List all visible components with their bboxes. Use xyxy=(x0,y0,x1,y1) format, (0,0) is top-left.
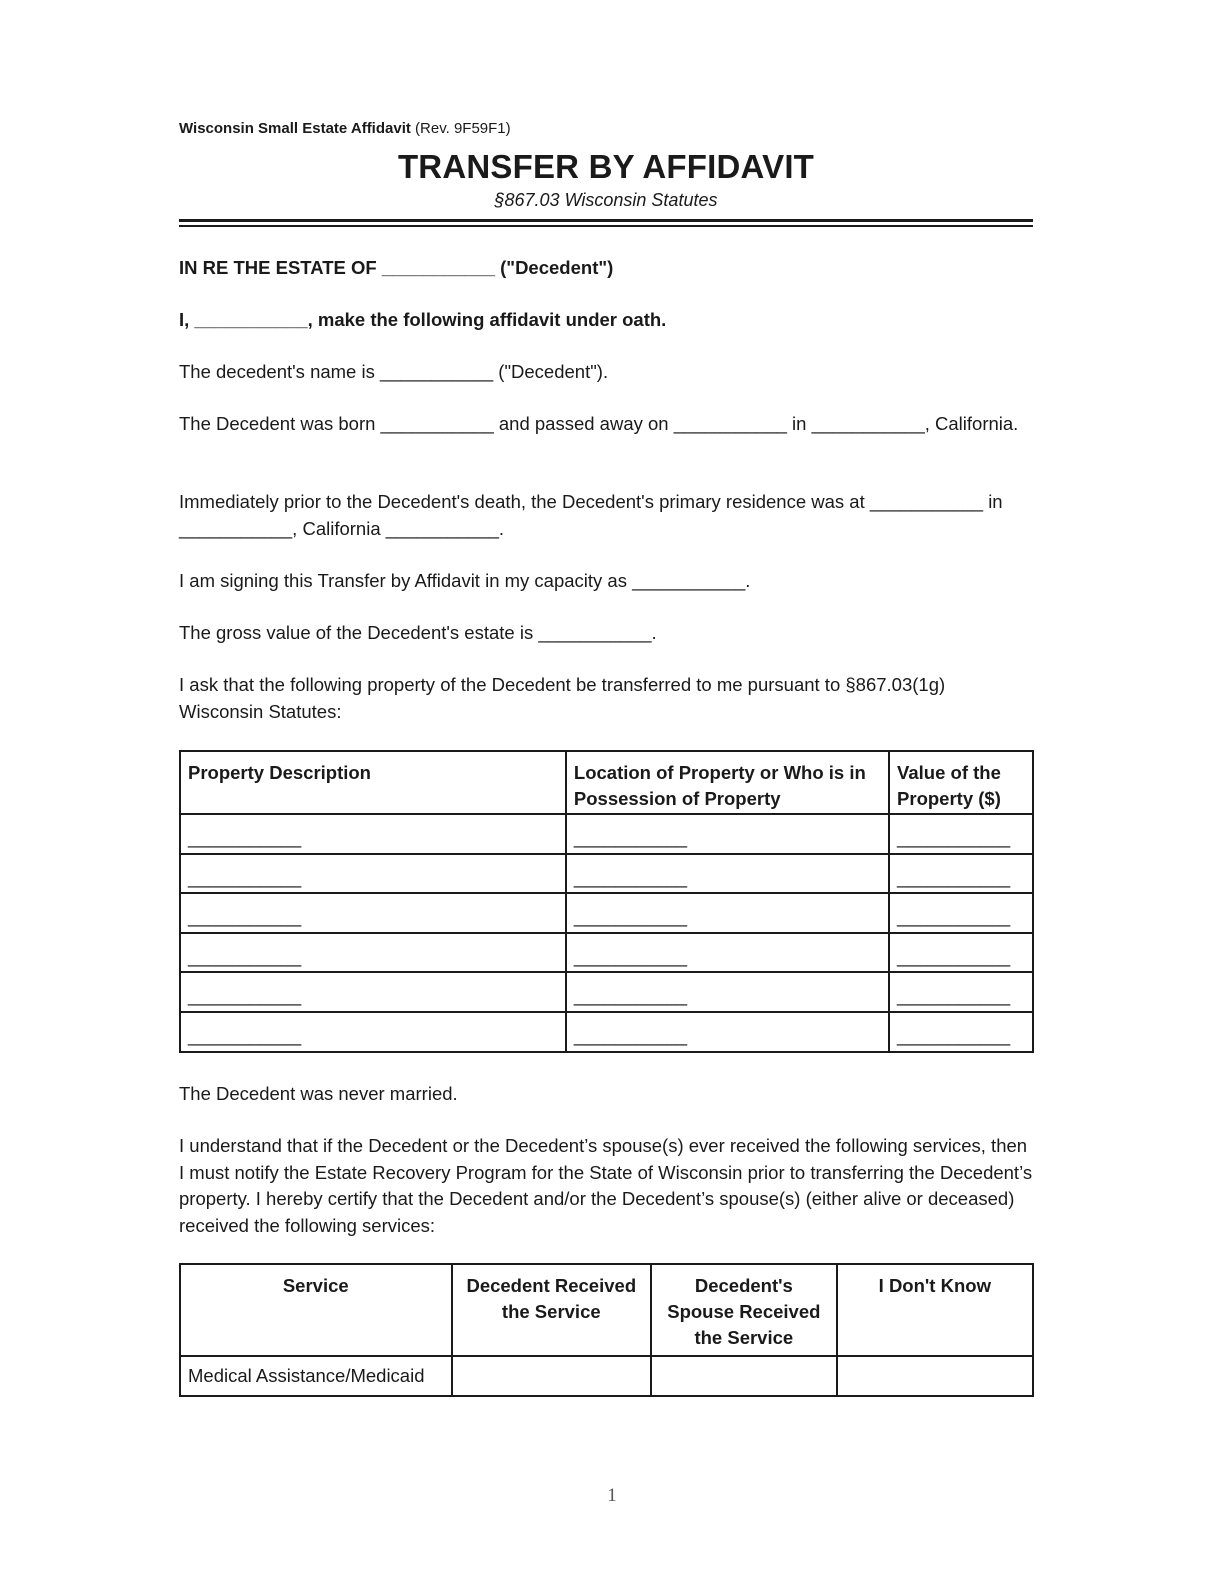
property-location-header: Location of Property or Who is in Possession of Property xyxy=(566,751,889,814)
transfer-request-line: I ask that the following property of the Decedent be transferred to me pursuant to §867.03(1g) Wisconsin Statutes: xyxy=(179,674,946,722)
page-number: 1 xyxy=(607,1485,617,1506)
property-table xyxy=(179,750,1034,1053)
dont-know-cell xyxy=(837,1356,1033,1396)
services-table-header-row xyxy=(180,1264,1033,1356)
property-description-cell: ___________ xyxy=(180,893,566,933)
statute-reference: §867.03 Wisconsin Statutes xyxy=(494,190,718,210)
property-value-header: Value of the Property ($) xyxy=(889,751,1033,814)
property-description-cell: ___________ xyxy=(180,1012,566,1052)
property-value-cell: ___________ xyxy=(889,972,1033,1012)
property-location-cell: ___________ xyxy=(566,933,889,973)
property-value-cell: ___________ xyxy=(889,1012,1033,1052)
header-rule-thick xyxy=(179,219,1033,222)
estate-line: IN RE THE ESTATE OF ___________ ("Decedent") xyxy=(179,257,614,278)
decedent-received-cell xyxy=(452,1356,651,1396)
property-description-cell: ___________ xyxy=(180,854,566,894)
property-table-header-row xyxy=(180,751,1033,814)
property-description-cell: ___________ xyxy=(180,814,566,854)
property-location-cell: ___________ xyxy=(566,1012,889,1052)
service-header: Service xyxy=(180,1264,452,1356)
property-description-cell: ___________ xyxy=(180,933,566,973)
header-rule-thin xyxy=(179,225,1033,227)
spouse-received-cell xyxy=(651,1356,837,1396)
property-value-cell: ___________ xyxy=(889,854,1033,894)
birth-death-line: The Decedent was born ___________ and passed away on ___________ in ___________, California. xyxy=(179,413,1019,434)
service-name-cell: Medical Assistance/Medicaid xyxy=(180,1356,452,1396)
table-row xyxy=(180,854,1033,894)
services-table xyxy=(179,1263,1034,1397)
table-row xyxy=(180,1012,1033,1052)
form-name: Wisconsin Small Estate Affidavit xyxy=(179,120,411,137)
residence-line: Immediately prior to the Decedent's death, the Decedent's primary residence was at ___________ in ___________, California ___________. xyxy=(179,491,1003,539)
marital-status-line: The Decedent was never married. xyxy=(179,1083,458,1104)
property-value-cell: ___________ xyxy=(889,893,1033,933)
form-revision-line xyxy=(179,120,511,137)
property-value-cell: ___________ xyxy=(889,933,1033,973)
table-row xyxy=(180,814,1033,854)
spouse-received-header: Decedent's Spouse Received the Service xyxy=(651,1264,837,1356)
property-description-header: Property Description xyxy=(180,751,566,814)
gross-value-line: The gross value of the Decedent's estate is ___________. xyxy=(179,622,657,643)
property-location-cell: ___________ xyxy=(566,854,889,894)
property-location-cell: ___________ xyxy=(566,972,889,1012)
capacity-line: I am signing this Transfer by Affidavit in my capacity as ___________. xyxy=(179,570,751,591)
property-location-cell: ___________ xyxy=(566,893,889,933)
oath-line: I, ___________, make the following affidavit under oath. xyxy=(179,309,667,330)
property-location-cell: ___________ xyxy=(566,814,889,854)
estate-recovery-paragraph: I understand that if the Decedent or the Decedent’s spouse(s) ever received the following services, then I must notify the Estate Recovery Program for the State of Wisconsin prior to transferring the Decedent’s property. I hereby certify that the Decedent and/or the Decedent’s spouse(s) (either alive or deceased) received the following services: xyxy=(179,1135,1033,1236)
document-title: TRANSFER BY AFFIDAVIT xyxy=(397,148,815,185)
table-row xyxy=(180,972,1033,1012)
table-row xyxy=(180,893,1033,933)
decedent-name-line: The decedent's name is ___________ ("Decedent"). xyxy=(179,361,609,382)
decedent-received-header: Decedent Received the Service xyxy=(452,1264,651,1356)
property-description-cell: ___________ xyxy=(180,972,566,1012)
table-row xyxy=(180,1356,1033,1396)
property-value-cell: ___________ xyxy=(889,814,1033,854)
form-revision: (Rev. 9F59F1) xyxy=(415,120,511,137)
dont-know-header: I Don't Know xyxy=(837,1264,1033,1356)
table-row xyxy=(180,933,1033,973)
